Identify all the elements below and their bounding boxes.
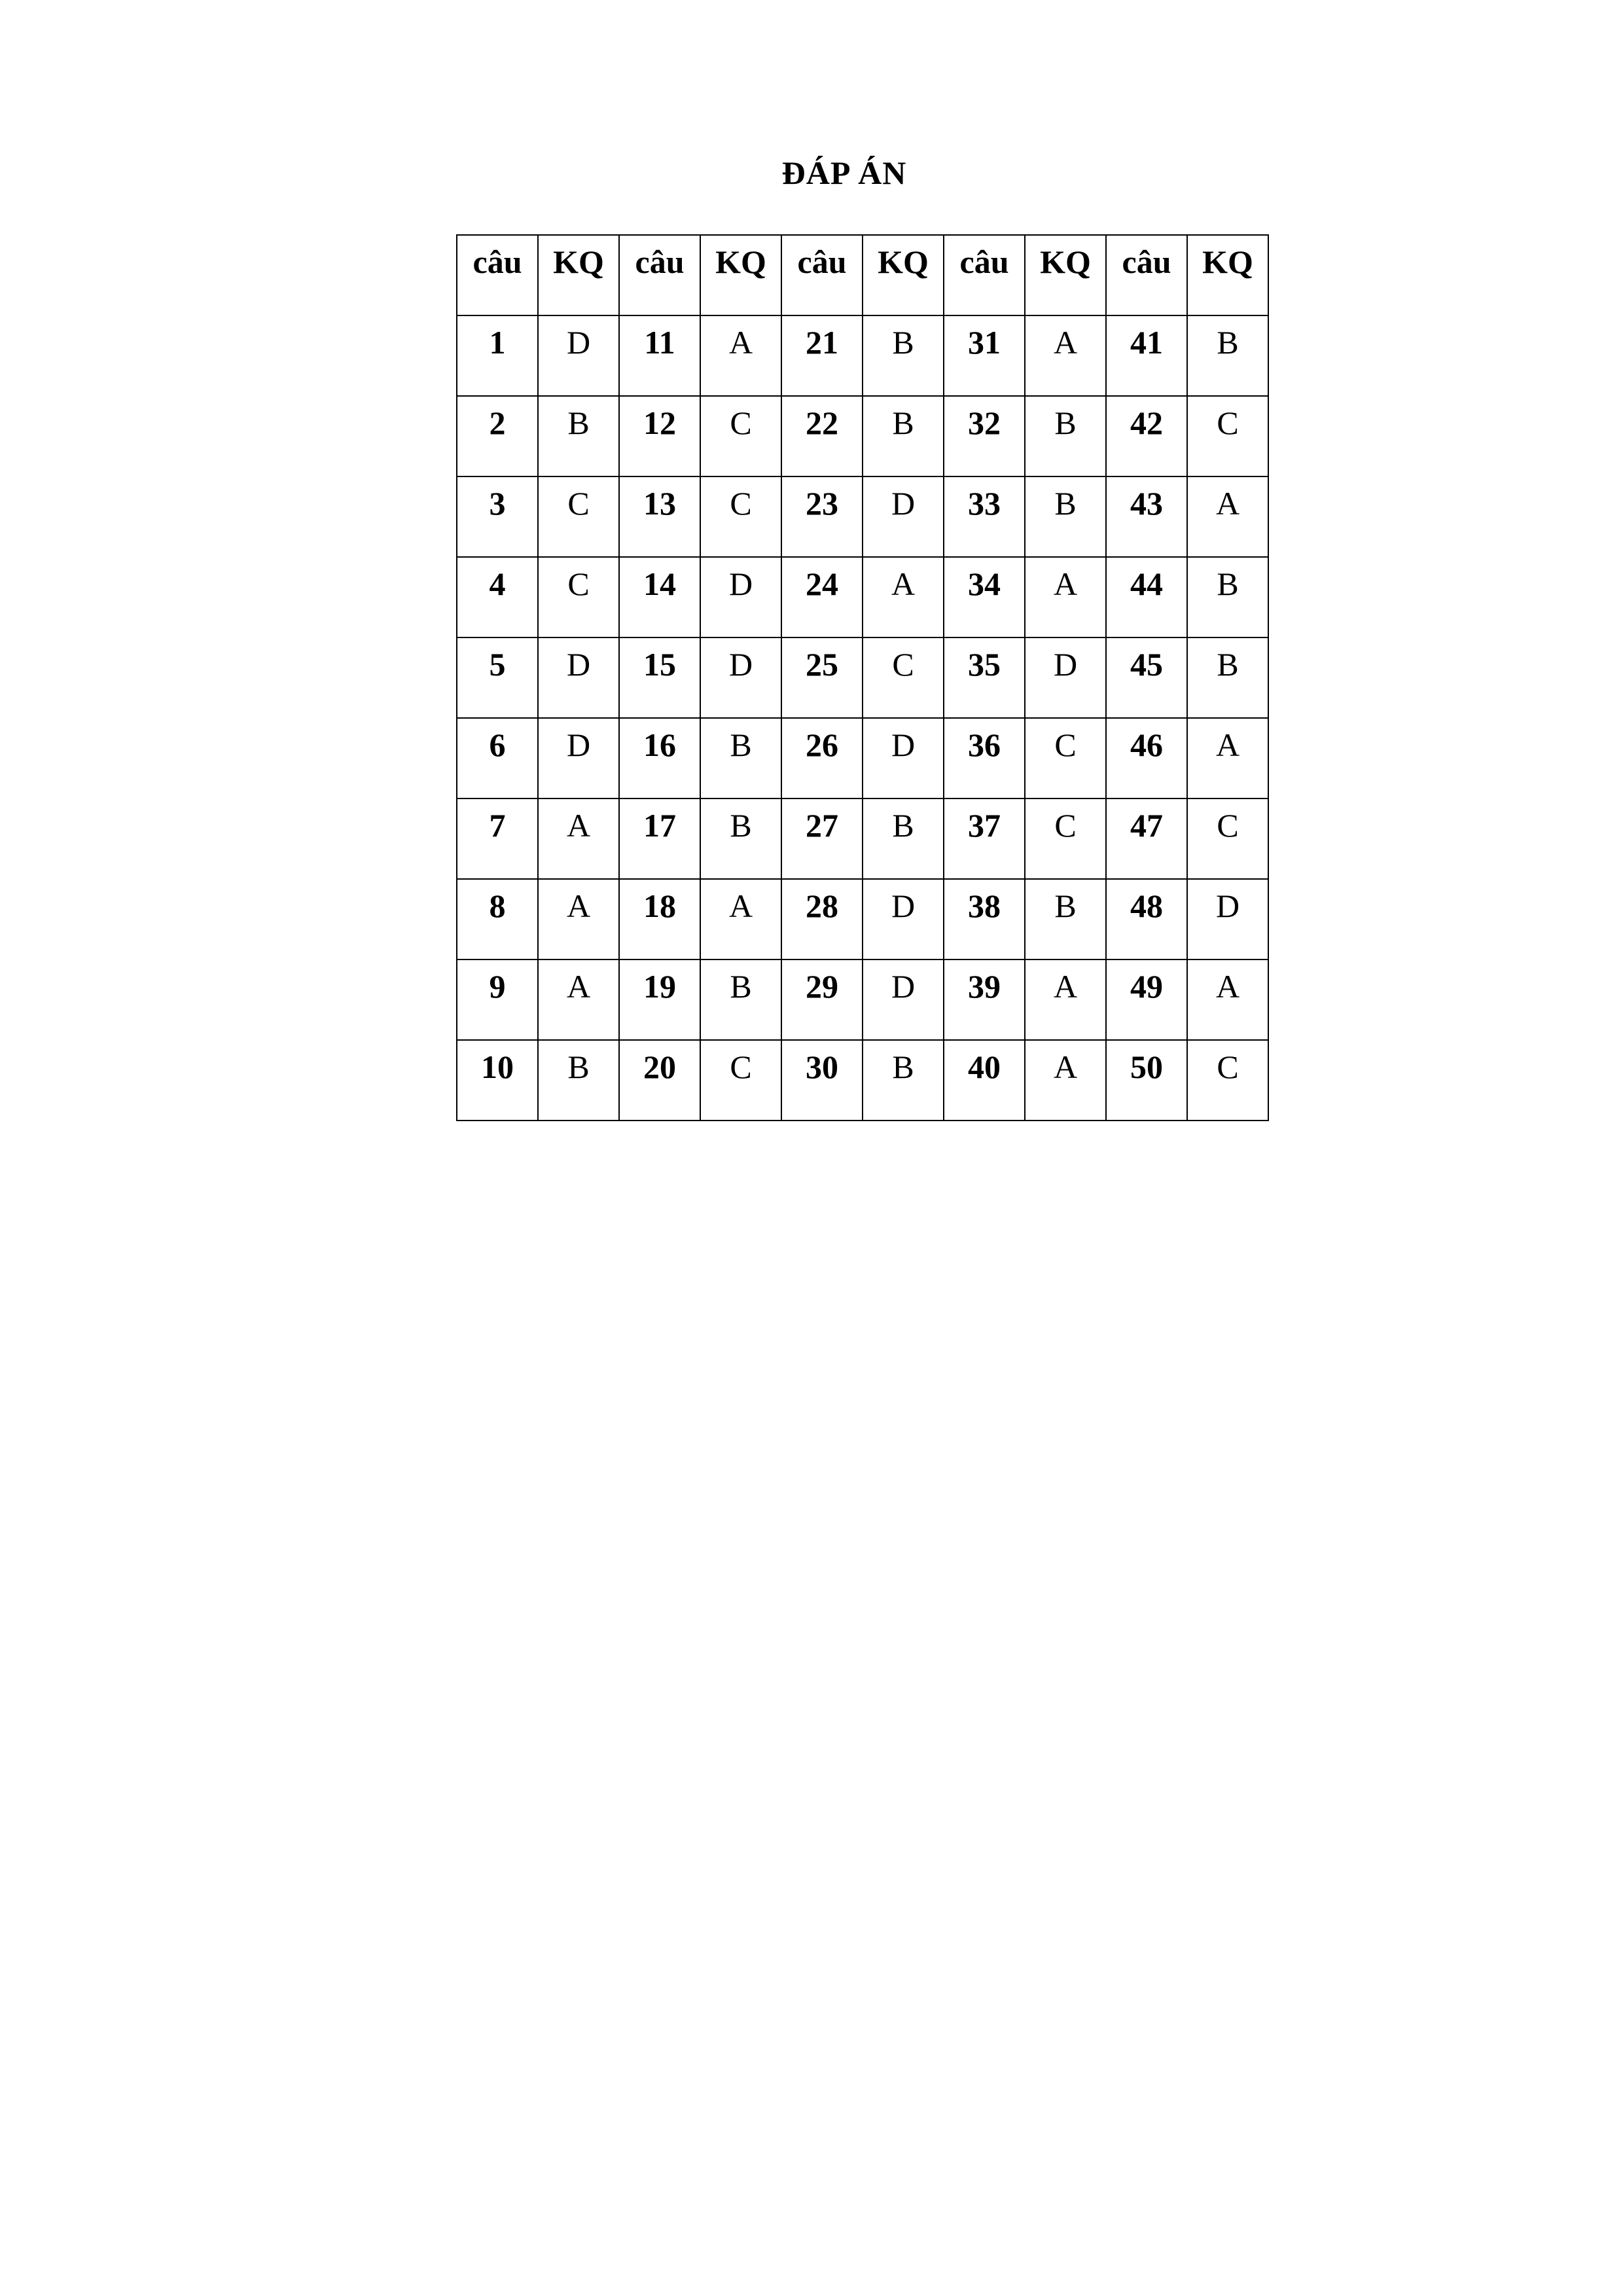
answer-cell: B [1025, 476, 1106, 557]
answer-cell: B [1187, 557, 1268, 637]
answer-cell: A [538, 879, 619, 960]
header-cell-kq: KQ [538, 235, 619, 315]
answer-cell: A [1025, 960, 1106, 1040]
answer-cell: A [863, 557, 944, 637]
question-number-cell: 17 [619, 798, 700, 879]
question-number-cell: 13 [619, 476, 700, 557]
answer-cell: C [700, 396, 781, 476]
answer-cell: A [700, 879, 781, 960]
answer-cell: A [1187, 960, 1268, 1040]
header-cell-kq: KQ [863, 235, 944, 315]
answer-cell: B [1187, 315, 1268, 396]
question-number-cell: 12 [619, 396, 700, 476]
question-number-cell: 18 [619, 879, 700, 960]
answer-cell: A [538, 960, 619, 1040]
header-cell-cau: câu [619, 235, 700, 315]
question-number-cell: 35 [944, 637, 1025, 718]
question-number-cell: 8 [457, 879, 538, 960]
answer-cell: A [1025, 557, 1106, 637]
question-number-cell: 21 [781, 315, 863, 396]
answer-cell: A [1025, 1040, 1106, 1121]
answer-cell: D [700, 637, 781, 718]
answer-cell: D [863, 476, 944, 557]
question-number-cell: 40 [944, 1040, 1025, 1121]
question-number-cell: 47 [1106, 798, 1187, 879]
answer-cell: D [1187, 879, 1268, 960]
question-number-cell: 46 [1106, 718, 1187, 798]
question-number-cell: 5 [457, 637, 538, 718]
question-number-cell: 32 [944, 396, 1025, 476]
answer-cell: B [863, 1040, 944, 1121]
question-number-cell: 29 [781, 960, 863, 1040]
question-number-cell: 19 [619, 960, 700, 1040]
question-number-cell: 9 [457, 960, 538, 1040]
question-number-cell: 10 [457, 1040, 538, 1121]
table-row [457, 637, 1268, 718]
question-number-cell: 28 [781, 879, 863, 960]
question-number-cell: 25 [781, 637, 863, 718]
answer-cell: C [538, 476, 619, 557]
question-number-cell: 42 [1106, 396, 1187, 476]
question-number-cell: 15 [619, 637, 700, 718]
question-number-cell: 50 [1106, 1040, 1187, 1121]
question-number-cell: 49 [1106, 960, 1187, 1040]
answer-cell: B [700, 960, 781, 1040]
answer-cell: A [1187, 476, 1268, 557]
answer-cell: C [863, 637, 944, 718]
header-cell-kq: KQ [1187, 235, 1268, 315]
question-number-cell: 20 [619, 1040, 700, 1121]
question-number-cell: 41 [1106, 315, 1187, 396]
answer-cell: C [1187, 396, 1268, 476]
header-cell-cau: câu [1106, 235, 1187, 315]
question-number-cell: 33 [944, 476, 1025, 557]
question-number-cell: 16 [619, 718, 700, 798]
question-number-cell: 37 [944, 798, 1025, 879]
answer-cell: C [1187, 1040, 1268, 1121]
answer-cell: B [538, 396, 619, 476]
question-number-cell: 48 [1106, 879, 1187, 960]
answer-cell: B [538, 1040, 619, 1121]
question-number-cell: 39 [944, 960, 1025, 1040]
page-title: ĐÁP ÁN [781, 154, 907, 191]
table-row [457, 960, 1268, 1040]
answer-cell: B [1025, 879, 1106, 960]
question-number-cell: 1 [457, 315, 538, 396]
table-header-row [457, 235, 1268, 315]
answer-cell: A [538, 798, 619, 879]
question-number-cell: 23 [781, 476, 863, 557]
answer-cell: C [700, 1040, 781, 1121]
header-cell-cau: câu [781, 235, 863, 315]
answer-cell: D [538, 718, 619, 798]
answer-cell: B [1025, 396, 1106, 476]
table-row [457, 879, 1268, 960]
answer-cell: A [1187, 718, 1268, 798]
question-number-cell: 24 [781, 557, 863, 637]
answer-cell: D [863, 960, 944, 1040]
question-number-cell: 30 [781, 1040, 863, 1121]
question-number-cell: 14 [619, 557, 700, 637]
answer-cell: B [863, 315, 944, 396]
question-number-cell: 2 [457, 396, 538, 476]
answer-cell: C [700, 476, 781, 557]
answer-cell: C [1187, 798, 1268, 879]
answer-cell: C [1025, 798, 1106, 879]
question-number-cell: 22 [781, 396, 863, 476]
table-row [457, 315, 1268, 396]
header-cell-cau: câu [944, 235, 1025, 315]
question-number-cell: 36 [944, 718, 1025, 798]
answer-cell: B [700, 718, 781, 798]
answer-key-table [456, 234, 1269, 1121]
table-row [457, 557, 1268, 637]
answer-cell: D [863, 718, 944, 798]
answer-cell: C [538, 557, 619, 637]
question-number-cell: 44 [1106, 557, 1187, 637]
answer-cell: A [1025, 315, 1106, 396]
question-number-cell: 4 [457, 557, 538, 637]
table-row [457, 1040, 1268, 1121]
answer-cell: D [700, 557, 781, 637]
question-number-cell: 45 [1106, 637, 1187, 718]
question-number-cell: 3 [457, 476, 538, 557]
question-number-cell: 6 [457, 718, 538, 798]
table-row [457, 718, 1268, 798]
question-number-cell: 31 [944, 315, 1025, 396]
answer-cell: D [538, 315, 619, 396]
answer-cell: B [700, 798, 781, 879]
answer-table-body [457, 235, 1268, 1121]
answer-cell: B [1187, 637, 1268, 718]
answer-cell: D [538, 637, 619, 718]
header-cell-cau: câu [457, 235, 538, 315]
answer-cell: D [1025, 637, 1106, 718]
question-number-cell: 43 [1106, 476, 1187, 557]
question-number-cell: 38 [944, 879, 1025, 960]
question-number-cell: 27 [781, 798, 863, 879]
header-cell-kq: KQ [1025, 235, 1106, 315]
question-number-cell: 11 [619, 315, 700, 396]
question-number-cell: 26 [781, 718, 863, 798]
answer-cell: D [863, 879, 944, 960]
answer-cell: A [700, 315, 781, 396]
answer-cell: B [863, 396, 944, 476]
header-cell-kq: KQ [700, 235, 781, 315]
answer-cell: B [863, 798, 944, 879]
question-number-cell: 34 [944, 557, 1025, 637]
table-row [457, 798, 1268, 879]
question-number-cell: 7 [457, 798, 538, 879]
table-row [457, 396, 1268, 476]
table-row [457, 476, 1268, 557]
answer-cell: C [1025, 718, 1106, 798]
